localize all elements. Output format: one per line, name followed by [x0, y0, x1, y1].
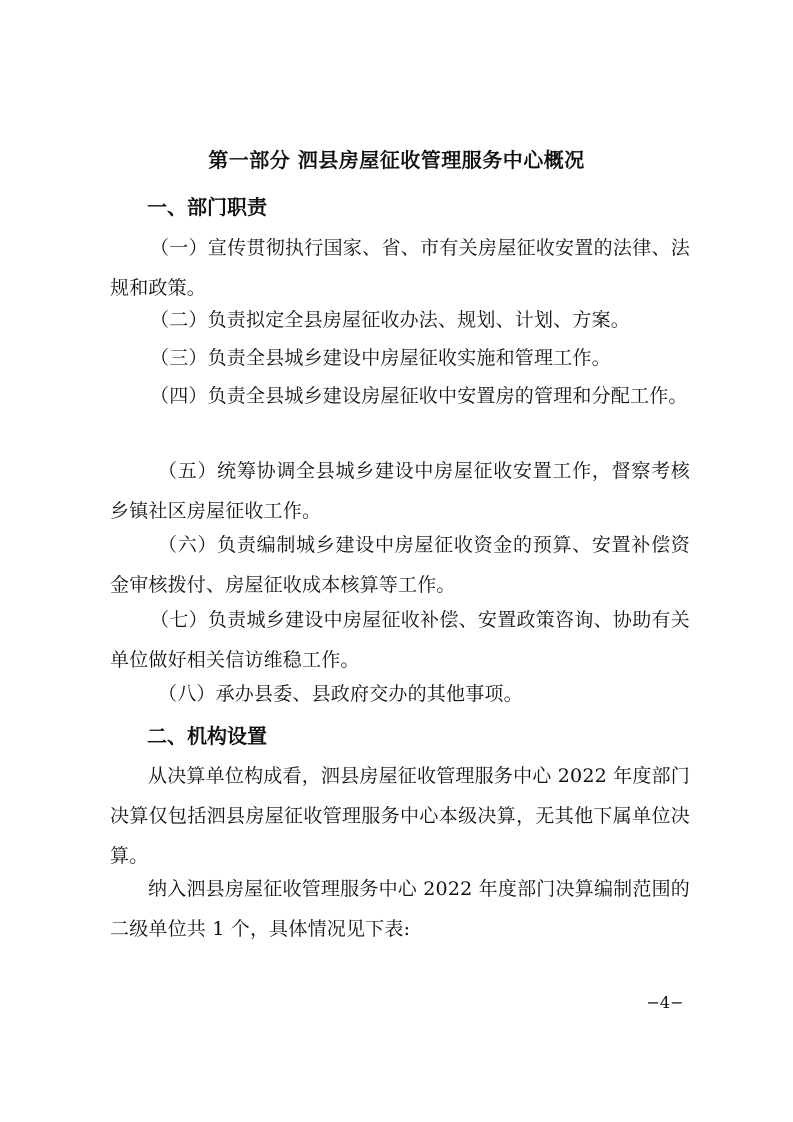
duty-item-4: （四）负责全县城乡建设房屋征收中安置房的管理和分配工作。 — [150, 385, 688, 407]
duty-item-5: （五）统筹协调全县城乡建设中房屋征收安置工作，督察考核乡镇社区房屋征收工作。 — [110, 460, 690, 522]
section-heading-duties: 一、部门职责 — [147, 195, 267, 219]
duty-item-3: （三）负责全县城乡建设中房屋征收实施和管理工作。 — [150, 347, 611, 369]
duty-item-2: （二）负责拟定全县房屋征收办法、规划、计划、方案。 — [150, 309, 631, 331]
duty-item-7: （七）负责城乡建设中房屋征收补偿、安置政策咨询、协助有关单位做好相关信访维稳工作。 — [110, 609, 690, 671]
structure-paragraph-2: 纳入泗县房屋征收管理服务中心 2022 年度部门决算编制范围的二级单位共 1 个，具体情况见下表: — [110, 878, 690, 940]
page-number: −4− — [646, 993, 684, 1012]
duty-item-8: （八）承办县委、县政府交办的其他事项。 — [158, 683, 523, 705]
section-heading-structure: 二、机构设置 — [147, 724, 267, 748]
page-title: 第一部分 泗县房屋征收管理服务中心概况 — [208, 148, 585, 172]
duty-item-6: （六）负责编制城乡建设中房屋征收资金的预算、安置补偿资金审核拨付、房屋征收成本核算等工作。 — [110, 534, 690, 596]
duty-item-1: （一）宣传贯彻执行国家、省、市有关房屋征收安置的法律、法规和政策。 — [110, 237, 690, 299]
structure-paragraph-1: 从决算单位构成看，泗县房屋征收管理服务中心 2022 年度部门决算仅包括泗县房屋征收管理服务中心本级决算，无其他下属单位决算。 — [110, 765, 690, 867]
